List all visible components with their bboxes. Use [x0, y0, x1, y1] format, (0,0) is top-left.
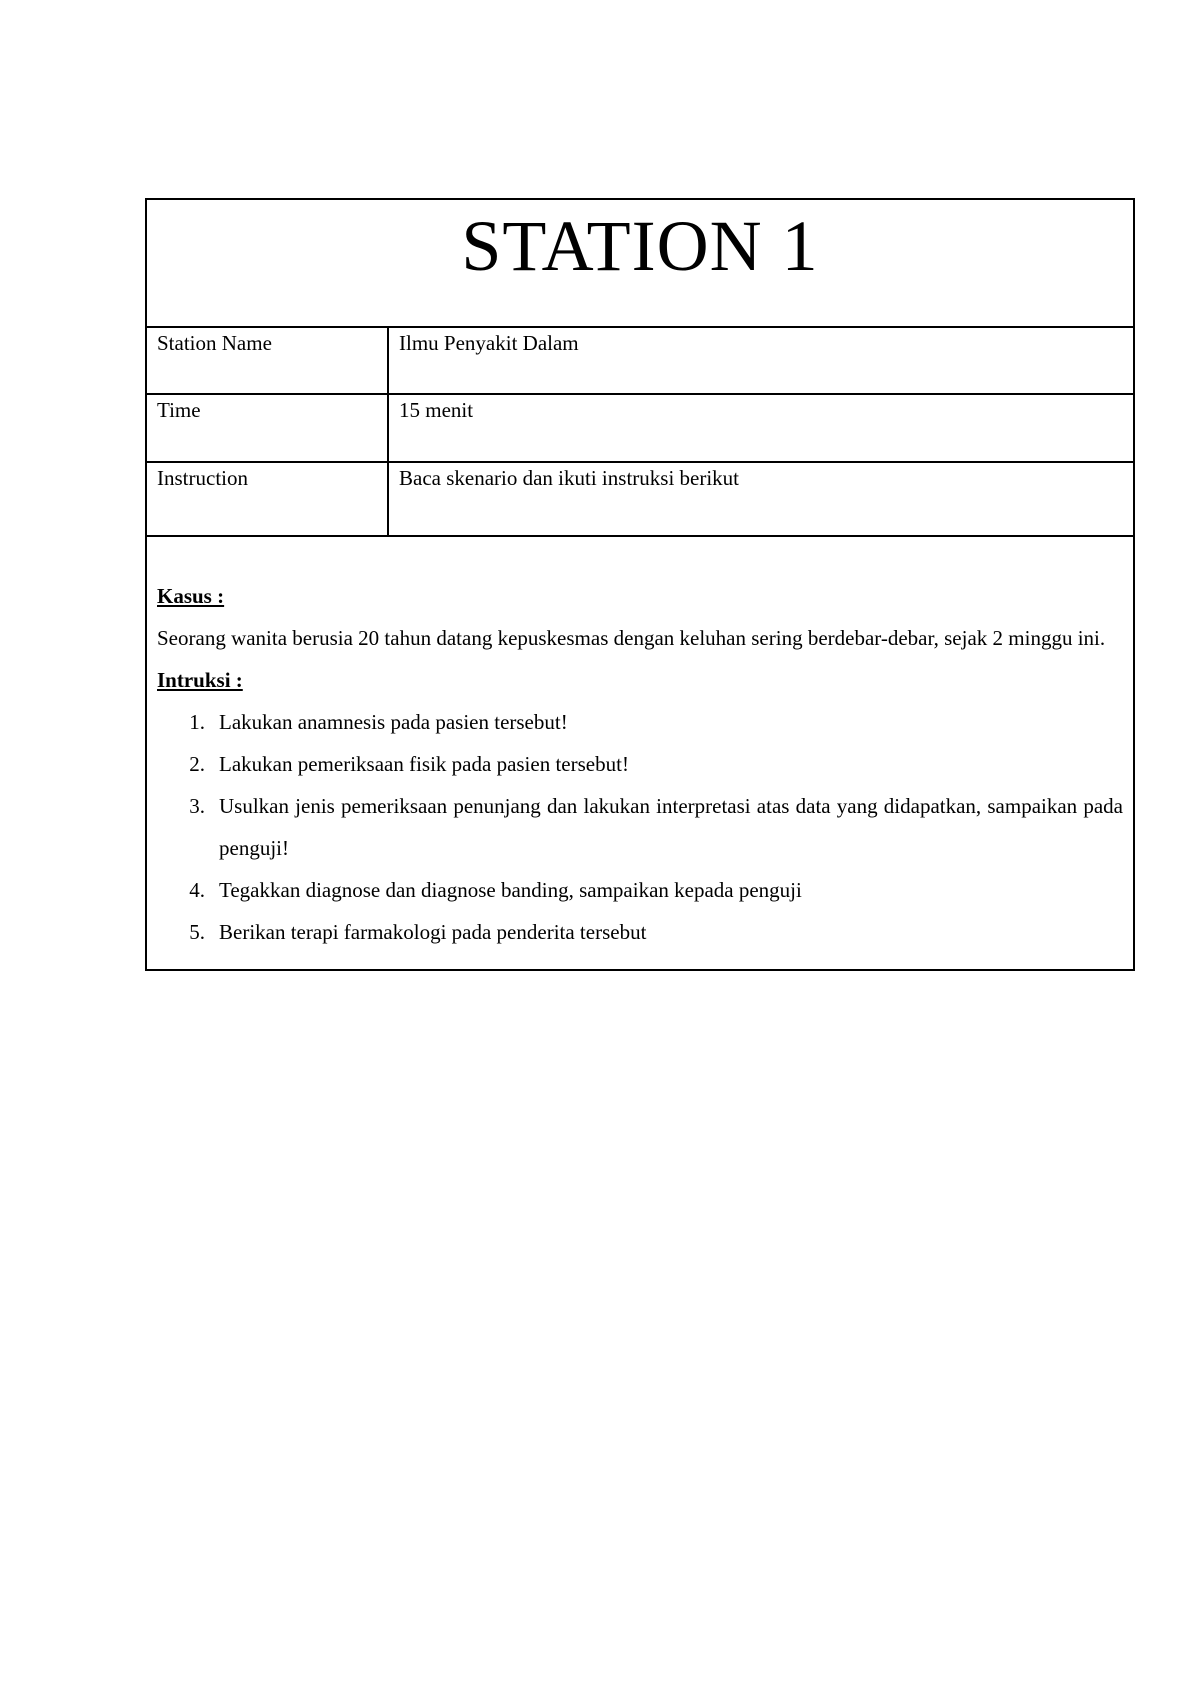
list-item-number: 5.	[189, 920, 205, 944]
title-row	[147, 200, 1133, 328]
info-value: Baca skenario dan ikuti instruksi berikut	[388, 462, 1133, 536]
list-item-text: Lakukan anamnesis pada pasien tersebut!	[219, 710, 568, 734]
list-item-text: Tegakkan diagnose dan diagnose banding, sampaikan kepada penguji	[219, 878, 802, 902]
info-row-instruction	[147, 462, 1133, 536]
list-item-text: Berikan terapi farmakologi pada penderita tersebut	[219, 920, 647, 944]
info-row-time	[147, 394, 1133, 462]
case-section	[147, 537, 1133, 969]
list-item-text: Usulkan jenis pemeriksaan penunjang dan lakukan interpretasi atas data yang didapatkan, sampaikan pada penguji!	[219, 794, 1123, 860]
info-label: Instruction	[147, 462, 388, 536]
case-text: Seorang wanita berusia 20 tahun datang kepuskesmas dengan keluhan sering berdebar-debar, sejak 2 minggu ini.	[157, 626, 1106, 650]
info-value: Ilmu Penyakit Dalam	[388, 328, 1133, 394]
info-label: Time	[147, 394, 388, 462]
list-item-number: 1.	[189, 710, 205, 734]
info-row-station-name	[147, 328, 1133, 394]
list-item-number: 2.	[189, 752, 205, 776]
instructions-heading: Intruksi :	[157, 668, 243, 692]
list-item	[157, 785, 1123, 869]
info-value: 15 menit	[388, 394, 1133, 462]
list-item	[157, 701, 1123, 743]
list-item	[157, 743, 1123, 785]
instructions-list	[157, 701, 1123, 953]
list-item	[157, 869, 1123, 911]
list-item	[157, 911, 1123, 953]
list-item-number: 4.	[189, 878, 205, 902]
list-item-text: Lakukan pemeriksaan fisik pada pasien tersebut!	[219, 752, 629, 776]
case-heading: Kasus :	[157, 584, 225, 608]
station-title: STATION 1	[461, 206, 819, 286]
station-info-table	[147, 328, 1133, 537]
station-sheet	[145, 198, 1135, 971]
info-label: Station Name	[147, 328, 388, 394]
list-item-number: 3.	[189, 794, 205, 818]
